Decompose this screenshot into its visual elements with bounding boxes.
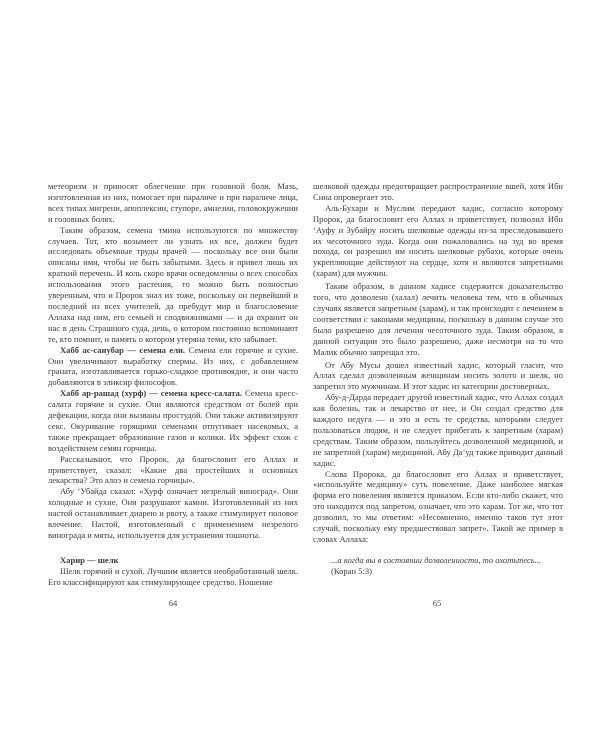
page-number-left: 64 [168,598,178,608]
page-number-right: 65 [432,598,442,608]
paragraph: Абу-д-Дарда передает другой известный хадис, что Аллах создал как болезнь, так и лекарство от нее, и Он создал средство для каждого недуга — и это и есть те средства, которыми следует пользоваться людям, и не следует прибегать к запретным (харам) средствам. Таким образом, пользуйтесь дозволенной медициной, и не запретной (харам) медициной. Абу Да’уд также приводит данный хадис. [313,392,563,468]
paragraph: Таким образом, в данном хадисе содержится доказательство того, что дозволено (халал) лечить человека тем, что в обычных случаях является запретным (харам), и так происходит с лечением в соответствии с законами медицины, поскольку в данном случае это было разрешено для лечения чесоточного зуда. Таким образом, в данной ситуации это было разрешено, даже несмотря на то что Малик обычно запрещал это. [313,281,563,357]
paragraph: Аль-Бухари и Муслим передают хадис, согласно которому Пророк, да благословит его Аллах и приветствует, позволил Ибн ‘Ауфу и Зубайру носить шелковые одежды из-за преследовавшего их чесоточного зуда. Когда они пожаловались на зуд во время похода, он разрешил им носить шелковые рубахи, которые очень укрепляющие действуют на сердце, хотя и являются запретными (харам) для мужчин. [313,202,563,279]
paragraph: метеоризм и приносят облегчение при головной боли. Мазь, изготовленная из них, помогает при параличе и при параличе лица, всех типах мигрени, апоплексии, ступоре, амнезии, головокружении и головных болях. [48,181,298,224]
entry-text: Семена ели горячие и сухие. Они увеличивают выработку спермы. Из них, с добавлением граната, изготавливается горько-сладкое противоядие, и они часто добавляются в эликсир философов. [48,344,298,388]
left-page-text [48,181,298,588]
paragraph: Таким образом, семена тмина используются по множеству случаев. Тот, кто возымеет ли узнать их все, должен будет исследовать объемные труды врачей — поскольку все они были описаны ими, чтобы не быть забытыми. Здесь я привел лишь их краткий перечень. И коль скоро врачи осведомлены о всех способах использования этого растения, то можно быть полностью уверенным, что и Пророк знал их тоже, поскольку он первейший и последний из всех учителей, да пребудут мир и благословение Аллаха над ним, его семьей и сподвижниками — и да охранит он нас в день Страшного суда, день, о котором постоянно вспоминают те, кто помнит, и память о котором утеряна теми, кто забывает. [48,224,298,344]
paragraph: Рассказывают, что Пророк, да благословит его Аллах и приветствует, сказал: «Какие два простейших и основных лекарства? Это алоэ и семена горчицы». [48,453,298,486]
paragraph: Слова Пророка, да благословит его Аллах и приветствует, «используйте медицину» суть повеление. Даже наиболее мягкая форма его повеления является приказом. Если кто-либо скажет, что это находится под запретом, означает, что это харам. Тот же, что тот дозволил, то мы ответим: «Несомненно, именно таков тут этот случай, поскольку ему предшествовал запрет». Такой же пример в словах Аллаха: [313,468,563,544]
quote-reference: (Коран 5:3) [331,565,372,576]
paragraph: шелковой одежды предотвращает распространение вшей, хотя Ибн Сина опровергает это. [313,181,563,202]
quote-text: ...а когда вы в состоянии дозволенности, то охотьтесь... [331,554,542,565]
paragraph [48,388,298,453]
left-page [48,181,298,588]
paragraph: Абу ‘Убайда сказал: «Хурф означает незрелый виноград». Они холодные и сухие. Они разрушают камни. Изготовленный из них настой останавливает диарею и рвоту, а также стимулирует половое влечение. Настой, изготовленный с применением незрелого винограда и мяты, используется для устранения тошноты. [48,486,298,540]
entry-heading: Хабб ар-рашад (хурф) — семена кресс-салата. [60,388,243,399]
paragraph: От Абу Мусы дошел известный хадис, который гласит, что Аллах сделал дозволенным женщинам носить золото и шелк, но запретил это мужчинам. И этот хадис из категории достоверных. [313,359,563,392]
paragraph [48,345,298,389]
entry-heading: Хабб ас-санубар — семена ели. [60,344,186,355]
section-heading: Харир — шелк [60,554,119,565]
right-page-text [313,181,563,577]
quran-quote [313,555,563,577]
entry-text: Семена кресс-салата горячие и сухие. Они являются средством от болей при дефекации, когда они вызваны простудой. Они также активизируют секс. Окуривание горящими семенами отпугивает насекомых, а также прекращает образование газов и колики. Их эффект схож с воздействием семян горчицы. [48,388,298,453]
paragraph: Шелк горячий и сухой. Лучшим является необработанный шелк. Его классифицируют как стимулирующее средство. Ношение [48,565,298,587]
right-page [313,181,563,577]
